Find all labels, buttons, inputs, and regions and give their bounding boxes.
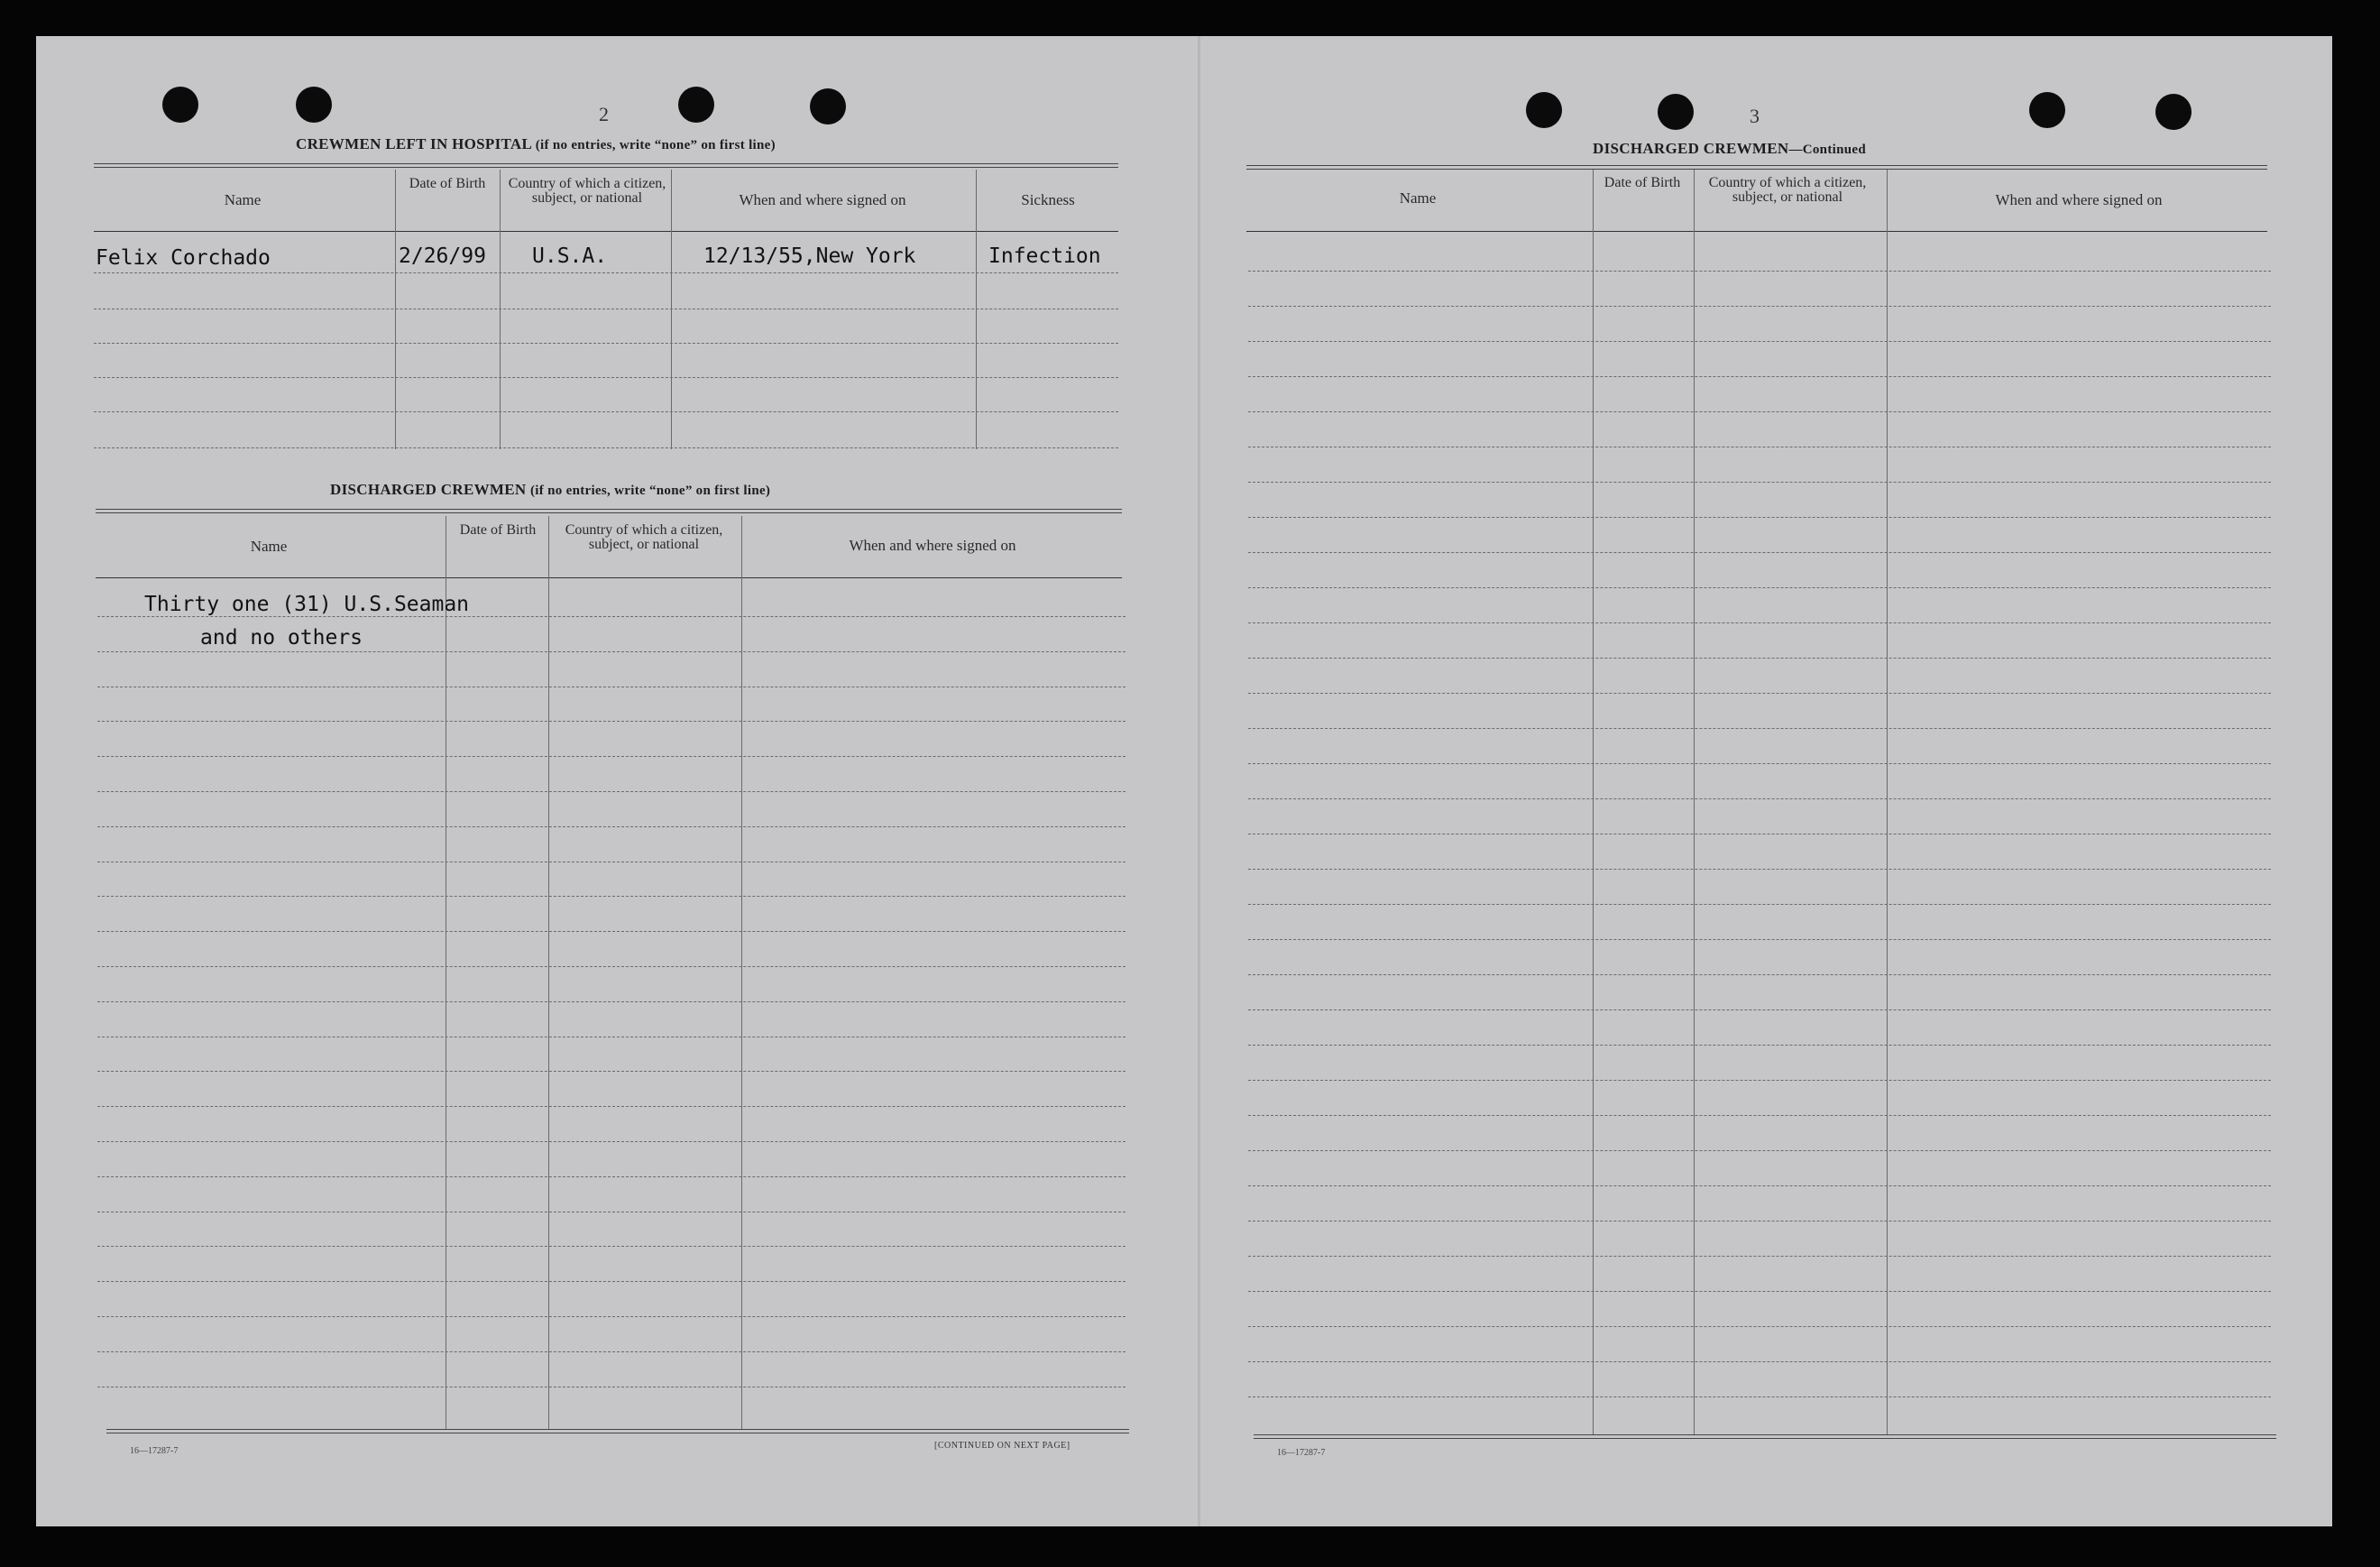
row-rule [1248,1185,2271,1186]
right-col-name: Name [1399,189,1437,207]
punch-hole [2155,94,2192,130]
punch-hole [1526,92,1562,128]
hospital-row-rule [94,447,1118,448]
row-rule [97,1106,1126,1107]
page-fold [1198,36,1200,1526]
hospital-entry-sickness: Infection [988,244,1101,268]
punch-hole [162,87,198,123]
hospital-divider [976,170,977,449]
row-rule [1248,728,2271,729]
discharged-col-signed: When and where signed on [849,537,1016,554]
hospital-col-name: Name [224,191,262,208]
right-header-rule [1246,231,2267,232]
row-rule [1248,587,2271,588]
left-bottom-rule [106,1429,1129,1430]
continued-note: [CONTINUED ON NEXT PAGE] [934,1441,1071,1451]
right-section-title [1593,140,1866,158]
row-rule [1248,939,2271,940]
row-rule [1248,271,2271,272]
row-rule [97,651,1126,652]
row-rule [1248,622,2271,623]
discharged-table-top-rule [96,509,1122,510]
hospital-col-sickness: Sickness [1021,191,1075,208]
hospital-entry-dob: 2/26/99 [399,244,486,268]
row-rule [1248,306,2271,307]
form-code-right: 16—17287-7 [1277,1448,1326,1458]
form-code-left: 16—17287-7 [130,1446,179,1456]
row-rule [1248,1115,2271,1116]
punch-hole [678,87,714,123]
row-rule [97,1001,1126,1002]
hospital-col-country: Country of which a citizen, subject, or national [508,176,666,206]
row-rule [1248,658,2271,659]
row-rule [1248,974,2271,975]
hospital-title-text: CREWMEN LEFT IN HOSPITAL [296,135,532,152]
row-rule [97,1316,1126,1317]
document-sheet [36,36,2332,1526]
right-divider [1694,170,1695,1434]
discharged-header-rule [96,577,1122,578]
punch-hole [296,87,332,123]
row-rule [97,1246,1126,1247]
row-rule [1248,411,2271,412]
row-rule [97,1351,1126,1352]
discharged-divider [548,516,549,1429]
discharged-entry-line2: and no others [200,626,363,650]
discharged-entry-line1: Thirty one (31) U.S.Seaman [144,593,470,616]
hospital-divider [500,170,501,449]
right-title-text: DISCHARGED CREWMEN [1593,140,1789,157]
hospital-col-signed: When and where signed on [739,191,906,208]
row-rule [97,1176,1126,1177]
row-rule [1248,552,2271,553]
right-divider [1887,170,1888,1434]
row-rule [97,1071,1126,1072]
hospital-divider [395,170,396,449]
hospital-row-rule [94,377,1118,378]
hospital-header-rule [94,231,1118,232]
row-rule [1248,798,2271,799]
right-col-dob: Date of Birth [1604,175,1681,190]
punch-hole [1658,94,1694,130]
row-rule [1248,693,2271,694]
page-number-left: 2 [599,103,609,125]
row-rule [97,1141,1126,1142]
row-rule [1248,763,2271,764]
hospital-row-rule [94,272,1118,273]
row-rule [1248,1256,2271,1257]
discharged-title-text: DISCHARGED CREWMEN [330,481,527,498]
row-rule [1248,904,2271,905]
row-rule [1248,1045,2271,1046]
right-col-country: Country of which a citizen, subject, or national [1708,175,1867,205]
hospital-row-rule [94,411,1118,412]
punch-hole [810,88,846,124]
row-rule [97,756,1126,757]
hospital-divider [671,170,672,449]
right-col-signed: When and where signed on [1995,191,2163,208]
discharged-divider [741,516,742,1429]
discharged-col-name: Name [250,538,288,555]
right-divider [1593,170,1594,1434]
discharged-col-dob: Date of Birth [459,522,537,538]
right-table-top-rule [1246,165,2267,166]
row-rule [1248,1326,2271,1327]
hospital-entry-name: Felix Corchado [96,246,271,270]
hospital-entry-country: U.S.A. [532,244,608,268]
row-rule [1248,1080,2271,1081]
punch-hole [2029,92,2065,128]
discharged-instruction: (if no entries, write “none” on first line) [530,484,771,498]
row-rule [97,616,1126,617]
row-rule [97,721,1126,722]
discharged-col-country: Country of which a citizen, subject, or national [565,522,723,552]
row-rule [97,966,1126,967]
row-rule [1248,869,2271,870]
row-rule [1248,517,2271,518]
page-number-right: 3 [1750,105,1760,127]
hospital-table-top-rule [94,163,1118,164]
row-rule [1248,341,2271,342]
hospital-col-dob: Date of Birth [409,176,486,191]
row-rule [1248,1150,2271,1151]
discharged-section-title [330,481,770,499]
row-rule [1248,1396,2271,1397]
row-rule [1248,376,2271,377]
row-rule [97,931,1126,932]
hospital-section-title [296,135,776,153]
row-rule [97,896,1126,897]
hospital-row-rule [94,343,1118,344]
row-rule [97,791,1126,792]
row-rule [97,826,1126,827]
row-rule [97,1281,1126,1282]
row-rule [1248,1291,2271,1292]
hospital-instruction: (if no entries, write “none” on first line) [535,138,776,152]
row-rule [1248,1009,2271,1010]
right-title-suffix: —Continued [1788,143,1866,157]
right-bottom-rule [1254,1434,2276,1435]
row-rule [1248,482,2271,483]
hospital-entry-signed: 12/13/55,New York [703,244,916,268]
row-rule [1248,1361,2271,1362]
